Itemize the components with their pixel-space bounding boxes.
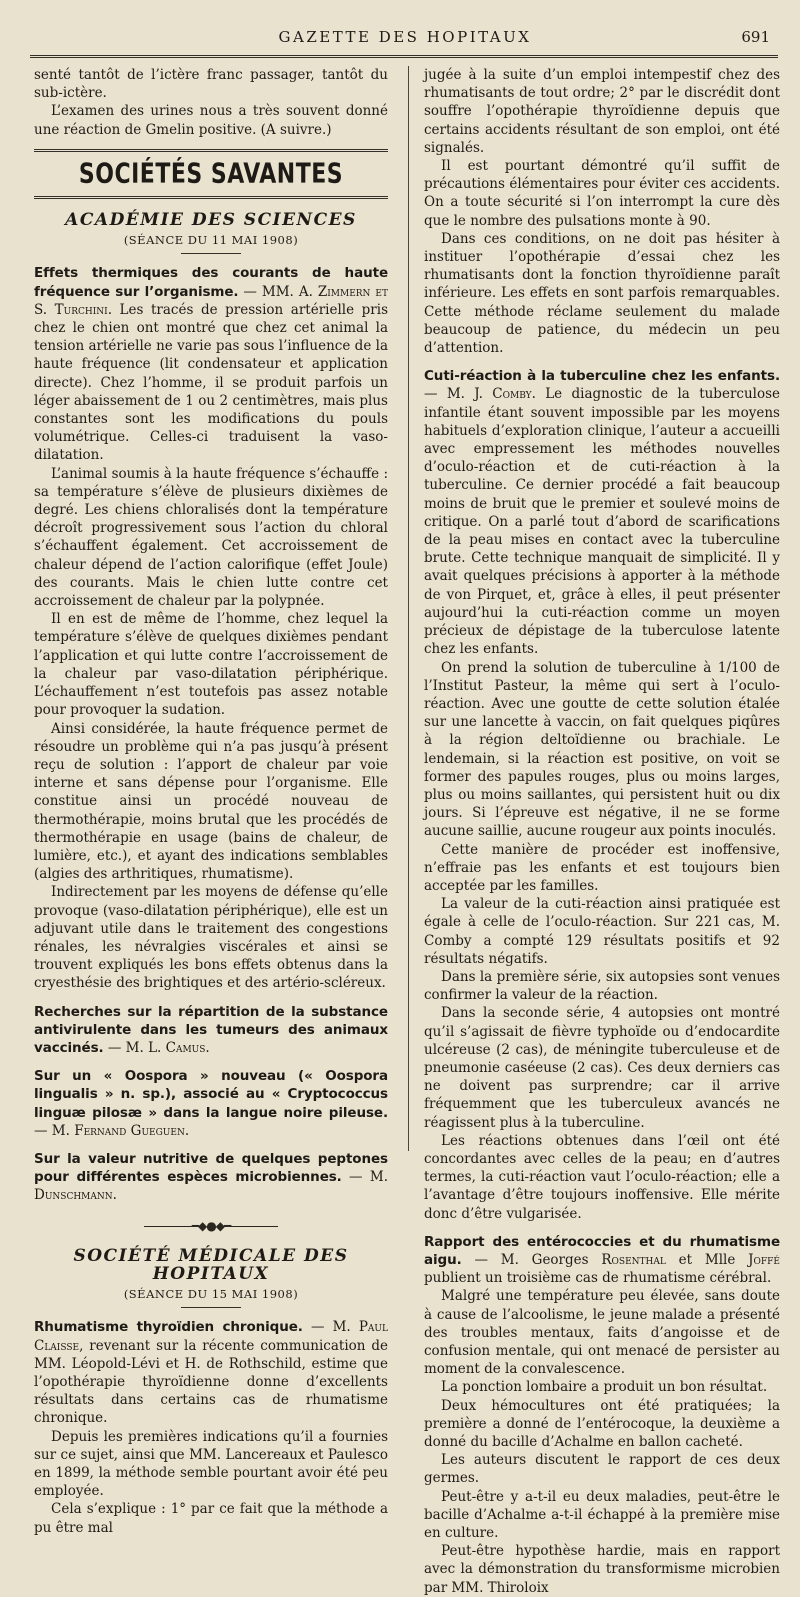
intro-paragraph: senté tantôt de l’ictère franc passager, tantôt du sub-ictère.: [34, 67, 388, 102]
section-banner: [34, 149, 388, 199]
article-paragraph: Deux hémocultures ont été pratiquées; la première a donné de l’entérocoque, la deuxième a donné du bacille d’Achalme en ballon cacheté.: [424, 1397, 780, 1451]
article-lead: Sur la valeur nutritive de quelques peptones pour différentes espèces microbiennes. — M. Dunschmann.: [34, 1150, 388, 1204]
section-title: SOCIÉTÉS SAVANTES: [78, 158, 344, 190]
article-author: Fernand Gueguen.: [74, 1122, 190, 1139]
article-paragraph: La valeur de la cuti-réaction ainsi pratiquée est égale à celle de l’oculo-réaction. Sur 221 cas, M. Comby a compté 129 résultats positifs et 92 résultats négatifs.: [424, 896, 780, 967]
article-paragraph: Les auteurs discutent le rapport de ces deux germes.: [424, 1452, 780, 1487]
article-paragraph: Il est pourtant démontré qu’il suffit de précautions élémentaires pour éviter ces accidents. On a toute sécurité si l’on interrompt la cure dès que le nombre des pulsations monte à 90.: [424, 158, 780, 229]
article-author: A. Zimmern et S. Turchini.: [34, 283, 388, 318]
column-divider: [408, 66, 409, 1151]
double-rule: [34, 149, 388, 152]
society-title: SOCIÉTÉ MÉDICALE DES HOPITAUX: [73, 1245, 349, 1284]
article-paragraph: Peut-être y a-t-il eu deux maladies, peut-être le bacille d’Achalme a-t-il échappé à la première mise en culture.: [424, 1488, 780, 1542]
article-lead: Sur un « Oospora » nouveau (« Oospora lingualis » n. sp.), associé au « Cryptococcus linguæ pilosæ » dans la langue noire pileuse. — M. Fernand Gueguen.: [34, 1068, 388, 1139]
article-paragraph: Indirectement par les moyens de défense qu’elle provoque (vaso-dilatation périphérique), elle est un adjuvant utile dans le traitement des congestions rénales, les névralgies viscérales et ainsi se trouvent expliqués les bons effets obtenus dans la cryesthésie des brightiques et des artério-scléreux.: [34, 884, 388, 992]
session-date: (SÉANCE DU 11 MAI 1908): [123, 233, 299, 248]
left-column: [34, 66, 388, 1537]
article-paragraph: Cela s’explique : 1° par ce fait que la méthode a pu être mal: [34, 1501, 388, 1536]
society-title: ACADÉMIE DES SCIENCES: [65, 210, 357, 231]
article-lead: Recherches sur la répartition de la substance antivirulente dans les tumeurs des animaux vaccinés. — M. L. Camus.: [34, 1003, 388, 1056]
double-rule: [34, 196, 388, 199]
article-paragraph: Les réactions obtenues dans l’œil ont été concordantes avec celles de la peau; en d’autres termes, la cuti-réaction vaut l’oculo-réaction; elle a l’avantage d’être toujours inoffensive. Elle mérite donc d’être vulgarisée.: [424, 1132, 780, 1222]
article-heading: Rhumatisme thyroïdien chronique.: [34, 1319, 303, 1336]
article-heading: Effets thermiques des courants de haute fréquence sur l’organisme.: [34, 265, 388, 300]
intro-paragraph: L’examen des urines nous a très souvent donné une réaction de Gmelin positive. (A suivre.): [34, 103, 388, 138]
page-number: 691: [741, 28, 770, 46]
short-rule: [181, 253, 241, 254]
article-heading: Sur la valeur nutritive de quelques peptones pour différentes espèces microbiennes.: [34, 1150, 388, 1186]
article-lead: Cuti-réaction à la tuberculine chez les enfants. — M. J. Comby. Le diagnostic de la tuberculose infantile étant souvent impossible par les moyens habituels d’exploration clinique, l’auteur a accueilli avec empressement les méthodes nouvelles d’oculo-réaction et de cuti-réaction à la tuberculine. Ce dernier procédé a fait beaucoup moins de bruit que le premier et soulevé moins de critique. On a parlé tout d’abord de scarifications de la peau mises en contact avec la tuberculine brute. Cette technique manquait de simplicité. Il y avait quelques précisions à apporter à la méthode de von Pirquet, et, grâce à elles, il peut présenter aujourd’hui la cuti-réaction comme un moyen précieux de dépistage de la tuberculose latente chez les enfants.: [424, 368, 781, 658]
article-paragraph: Dans ces conditions, on ne doit pas hésiter à instituer l’opothérapie d’essai chez les rhumatisants dont la fonction thyroïdienne paraît inférieure. Les effets en sont parfois remarquables. Cette méthode réclame seulement du malade beaucoup de patience, du médecin un peu d’attention.: [424, 230, 780, 357]
header-rule: [30, 55, 778, 58]
article-lead: Rhumatisme thyroïdien chronique. — M. Paul Claisse, revenant sur la récente communication de MM. Léopold-Lévi et H. de Rothschild, estime que l’opothérapie thyroïdienne donne d’excellents résultats dans certains cas de rhumatisme chronique.: [34, 1319, 388, 1427]
article-lead: Effets thermiques des courants de haute fréquence sur l’organisme. — MM. A. Zimmern et S. Turchini. Les tracés de pression artérielle pris chez le chien ont montré que chez cet animal la tension artérielle ne varie pas sous l’influence de la haute fréquence (lit condensateur et application directe). Chez l’homme, il se produit parfois un léger abaissement de 1 ou 2 centimètres, mais plus constantes sont les modifications du pouls volumétrique. Celles-ci traduisent la vaso-dilatation.: [34, 265, 388, 464]
article-paragraph: Malgré une température peu élevée, sans doute à cause de l’alcoolisme, le jeune malade a présenté des troubles mentaux, faits d’angoisse et de confusion mentale, qui ont menacé de persister au moment de la convalescence.: [424, 1288, 780, 1378]
article-paragraph: La ponction lombaire a produit un bon résultat.: [441, 1379, 768, 1396]
article-lead: Rapport des entérococcies et du rhumatisme aigu. — M. Georges Rosenthal et Mlle Joffé publient un troisième cas de rhumatisme cérébral.: [424, 1233, 780, 1287]
article-heading: Rapport des entérococcies et du rhumatisme aigu.: [424, 1233, 780, 1268]
article-paragraph: Peut-être hypothèse hardie, mais en rapport avec la démonstration du transformisme microbien par MM. Thiroloix: [424, 1543, 780, 1596]
ornament-divider: ━◆●◆━: [34, 1217, 388, 1235]
right-column: [424, 66, 780, 1597]
short-rule: [181, 1307, 241, 1308]
article-author: Rosenthal: [601, 1252, 666, 1268]
article-paragraph: Ainsi considérée, la haute fréquence permet de résoudre un problème qui n’a pas jusqu’à présent reçu de solution : l’apport de chaleur par voie interne et sans dépense pour l’organisme. Elle constitue ainsi un procédé nouveau de thermothérapie, moins brutal que les procédés de thermothérapie en usage (bains de chaleur, de lumière, etc.), et ayant des indications semblables (algies des arthritiques, rhumatisme).: [34, 720, 388, 883]
article-author: J. Comby.: [474, 386, 536, 403]
article-paragraph: Dans la première série, six autopsies sont venues confirmer la valeur de la réaction.: [424, 968, 780, 1004]
article-heading: Cuti-réaction à la tuberculine chez les enfants.: [424, 368, 780, 385]
article-paragraph: Il en est de même de l’homme, chez lequel la température s’élève de quelques dixièmes pendant l’application et qui lutte contre l’accroissement de la chaleur par vaso-dilatation périphérique. L’échauffement n’est toutefois pas assez notable pour provoquer la sudation.: [34, 611, 388, 719]
article-paragraph: Dans la seconde série, 4 autopsies ont montré qu’il s’agissait de fièvre typhoïde ou d’endocardite ulcéreuse (2 cas), de méningite tuberculeuse et de pneumonie caséeuse (2 cas). Ces deux derniers cas ne doivent pas surprendre; car il arrive fréquemment que les tuberculeux avancés ne réagissent plus à la tuberculine.: [424, 1005, 780, 1131]
article-author: Joffé: [748, 1252, 780, 1268]
article-author: L. Camus.: [148, 1039, 210, 1056]
article-heading: Recherches sur la répartition de la substance antivirulente dans les tumeurs des animaux vaccinés.: [34, 1003, 388, 1056]
article-paragraph: Cette manière de procéder est inoffensive, n’effraie pas les enfants et est toujours bien acceptée par les familles.: [424, 841, 780, 894]
article-paragraph: L’animal soumis à la haute fréquence s’échauffe : sa température s’élève de plusieurs dixièmes de degré. Les chiens chloralisés dont la température décroît progressivement sous l’action du chloral s’échauffent également. Cet accroissement de chaleur dépend de l’action calorifique (effet Joule) des courants. Mais le chien lutte contre cet accroissement de chaleur par la polypnée.: [34, 465, 388, 610]
article-heading: Sur un « Oospora » nouveau (« Oospora lingualis » n. sp.), associé au « Cryptococcus linguæ pilosæ » dans la langue noire pileuse.: [34, 1068, 388, 1121]
session-date: (SÉANCE DU 15 MAI 1908): [123, 1287, 299, 1302]
article-paragraph: On prend la solution de tuberculine à 1/100 de l’Institut Pasteur, la même qui sert à l’oculo-réaction. Avec une goutte de cette solution étalée sur une lancette à vaccin, on fait quelques piqûres à la région deltoïdienne ou brachiale. Le lendemain, si la réaction est positive, on voit se former des papules rouges, plus ou moins larges, plus ou moins saillantes, qui persistent huit ou dix jours. Si l’épreuve est négative, il ne se forme aucune saillie, aucune rougeur aux points inoculés.: [424, 659, 780, 840]
article-author: Dunschmann.: [34, 1187, 117, 1204]
page-header: [30, 28, 780, 52]
article-paragraph: jugée à la suite d’un emploi intempestif chez des rhumatisants de tout ordre; 2° par le discrédit dont souffre l’opothérapie thyroïdienne depuis que certains accidents résultant de son emploi, ont été signalés.: [424, 67, 780, 156]
article-author: Paul Claisse,: [34, 1319, 388, 1354]
running-head: GAZETTE DES HOPITAUX: [278, 28, 532, 46]
article-paragraph: Depuis les premières indications qu’il a fournies sur ce sujet, ainsi que MM. Lancereaux et Paulesco en 1899, la méthode semble pourtant avoir été peu employée.: [34, 1428, 388, 1500]
